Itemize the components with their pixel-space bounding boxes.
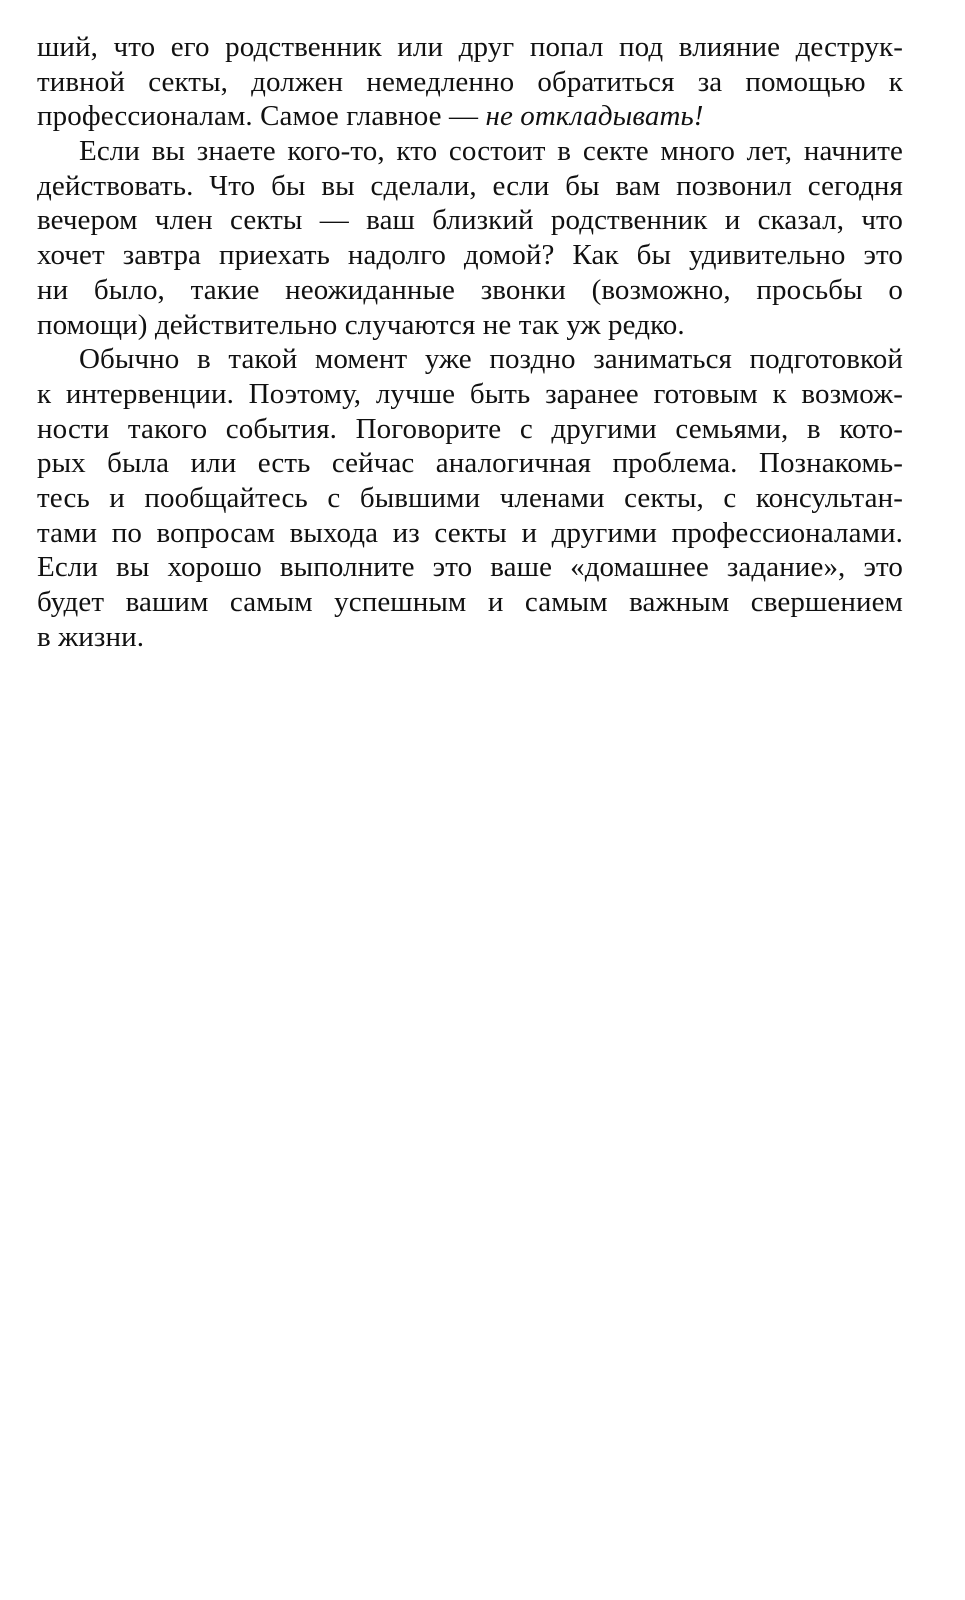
text-line: тесь и пообщайтесь с бывшими членами секты, с консультан- bbox=[37, 481, 903, 514]
paragraph-3 bbox=[37, 342, 903, 654]
text-line: к интервенции. Поэтому, лучше быть заранее готовым к возмож- bbox=[37, 377, 903, 410]
text-line: рых была или есть сейчас аналогичная проблема. Познакомь- bbox=[37, 447, 903, 480]
text-line: ший, что его родственник или друг попал под влияние деструк- bbox=[37, 31, 903, 63]
text-line: Обычно в такой момент уже поздно заниматься подготовкой bbox=[79, 343, 903, 376]
paragraph-1 bbox=[37, 30, 903, 134]
paragraph-2 bbox=[37, 134, 903, 342]
text-line: тами по вопросам выхода из секты и другими профессионалами. bbox=[37, 516, 903, 549]
text-line: будет вашим самым успешным и самым важным свершением bbox=[37, 586, 903, 618]
text-line: Если вы знаете кого-то, кто состоит в секте много лет, начните bbox=[79, 135, 903, 168]
text-line: ни было, такие неожиданные звонки (возможно, просьбы о bbox=[37, 273, 903, 306]
text-line: действовать. Что бы вы сделали, если бы вам позвонил сегодня bbox=[37, 169, 903, 202]
text-line: Если вы хорошо выполните это ваше «домашнее задание», это bbox=[37, 551, 903, 584]
text-line: вечером член секты — ваш близкий родственник и сказал, что bbox=[37, 204, 903, 237]
text-line bbox=[37, 99, 903, 134]
text-line: хочет завтра приехать надолго домой? Как бы удивительно это bbox=[37, 239, 903, 272]
text-line: тивной секты, должен немедленно обратиться за помощью к bbox=[37, 65, 903, 98]
text-line: ности такого события. Поговорите с другими семьями, в кото- bbox=[37, 412, 903, 445]
text-line: в жизни. bbox=[37, 620, 145, 653]
page-text bbox=[37, 30, 903, 654]
text-run: профессионалам. Самое главное — bbox=[37, 100, 486, 133]
italic-emphasis: не откладывать! bbox=[485, 100, 704, 133]
text-line: помощи) действительно случаются не так уж редко. bbox=[37, 308, 685, 341]
